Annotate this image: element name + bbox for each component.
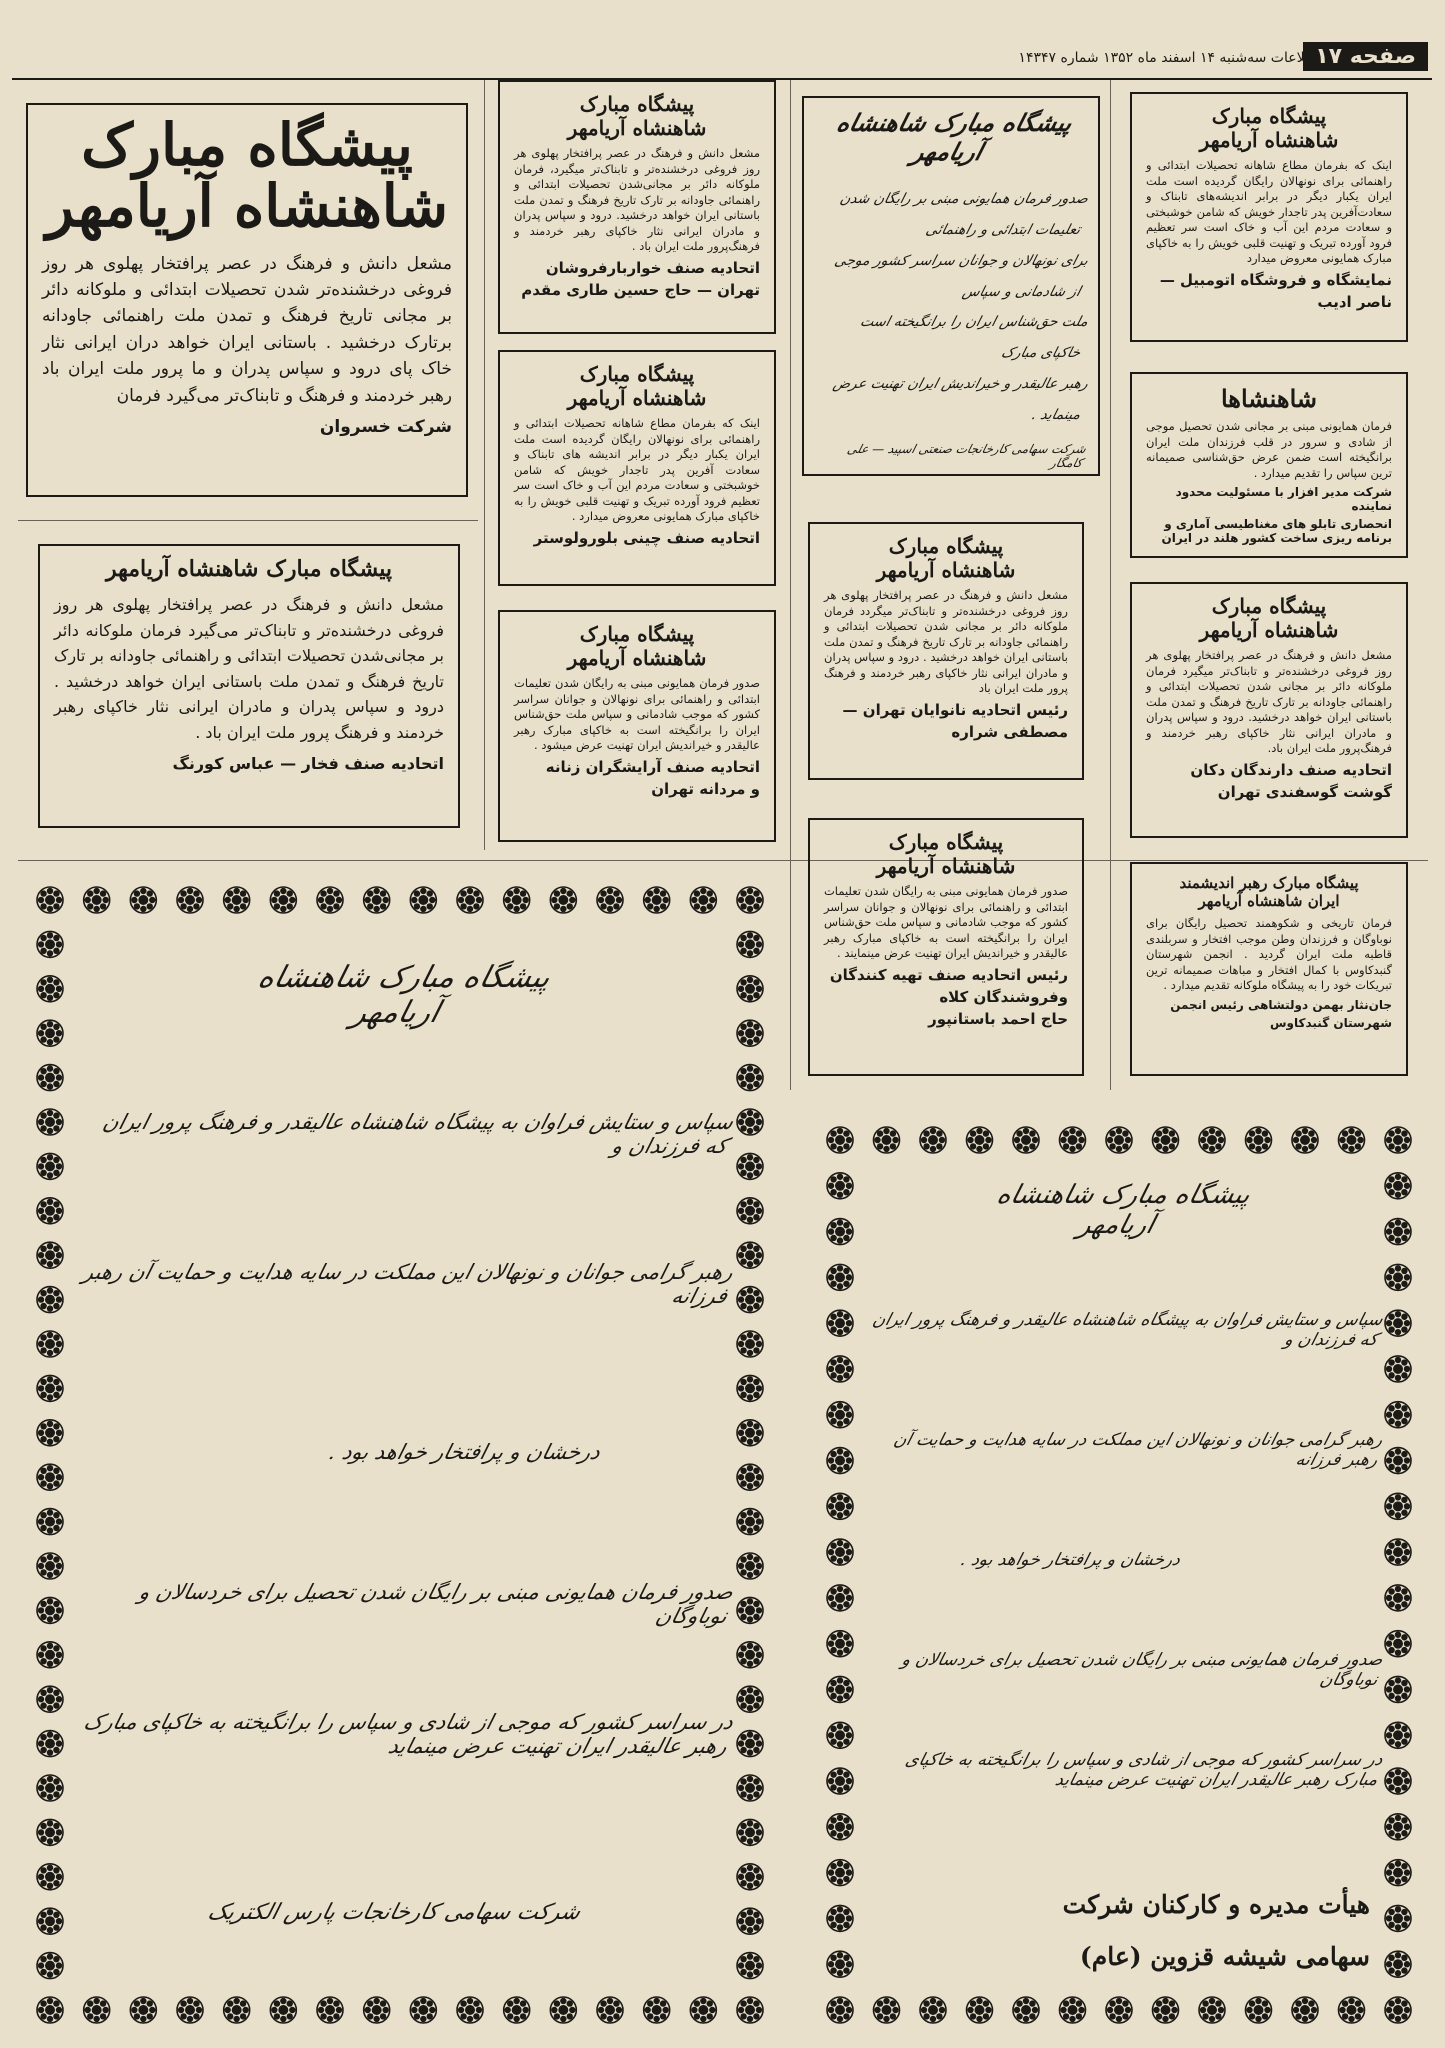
panel-line: سپاس و ستایش فراوان به پیشگاه شاهنشاه عالیقدر و فرهنگ پرور ایران که فرزندان و <box>870 1310 1385 1350</box>
flower-ornament-icon <box>827 1402 853 1428</box>
flower-ornament-icon <box>37 1908 63 1934</box>
ad-signature-2: انحصاری تابلو های مغناطیسی آماری و برنامه ریزی ساخت کشور هلند در ایران <box>1161 517 1392 546</box>
flower-ornament-icon <box>737 1153 763 1179</box>
flower-ornament-icon <box>224 887 250 913</box>
issue-info: اطلاعات سه‌شنبه ۱۴ اسفند ماه ۱۳۵۲ شماره ۱۴۳۴۷ <box>1018 50 1320 66</box>
ad-signature-2: تهران — حاج حسین طاری مقدم <box>521 280 760 299</box>
ad-kolah <box>808 818 1084 1076</box>
ad-arayeshgaran <box>498 610 776 842</box>
flower-ornament-icon <box>37 1065 63 1091</box>
flower-ornament-icon <box>410 1997 436 2023</box>
flower-ornament-icon <box>37 1287 63 1313</box>
flower-ornament-icon <box>1385 1173 1411 1199</box>
ad-title: پیشگاه مبارک رهبر اندیشمند <box>1179 874 1359 892</box>
ad-automobile <box>1130 92 1408 342</box>
ad-body: فرمان همایونی مبنی بر مجانی شدن تحصیل موجی از شادی و سرور در قلب فرزندان ملت ایران برانگیخته است ضمن عرض حق‌شناسی صمیمانه ترین سپاس را تقدیم میدارد . <box>1146 419 1392 480</box>
panel-line: صدور فرمان همایونی مبنی بر رایگان شدن تحصیل برای خردسالان و نوباوگان <box>899 1650 1385 1690</box>
ad-body: مشعل دانش و فرهنگ در عصر پرافتخار پهلوی هر روز فروغی درخشنده‌تر و تابناک‌تر می‌گیرد فرمان ملوکانه دائر بر مجانی‌شدن تحصیلات ابتدائی و راهنمائی جاودانه بر تارک تاریخ فرهنگ و تمدن ملت باستانی ایران خواهد درخشید . درود و سپاس پدران و مادران ایرانی نثار خاکپای رهبر خردمند و فرهنگ پرور ملت ایران باد . <box>54 595 444 742</box>
flower-ornament-icon <box>37 1642 63 1668</box>
flower-ornament-icon <box>224 1997 250 2023</box>
ad-signature: رئیس اتحادیه نانوایان تهران — <box>842 700 1068 719</box>
ad-body: مشعل دانش و فرهنگ در عصر پرافتخار پهلوی هر روز فروغی درخشنده‌تر و تابناک‌تر میگیرد فرمان ملوکانه دائر بر مجانی شدن تحصیلات ابتدائی و راهنمائی جاودانه بر تارک تاریخ فرهنگ و تمدن ملت باستانی ایران خواهد درخشید. درود و سپاس پدران و مادران ایرانی نثار خاکپای رهبر خردمند و فرهنگ‌پرور ملت ایران باد. <box>1146 648 1392 756</box>
flower-ornament-icon <box>1385 1631 1411 1657</box>
flower-ornament-icon <box>874 1127 900 1153</box>
row-divider <box>18 860 1428 861</box>
flower-ornament-icon <box>737 1597 763 1623</box>
row-divider <box>18 520 478 521</box>
flower-ornament-icon <box>827 1860 853 1886</box>
flower-ornament-icon <box>130 887 156 913</box>
flower-ornament-icon <box>270 1997 296 2023</box>
flower-ornament-icon <box>1385 1310 1411 1336</box>
ad-line: برای نونهالان و جوانان سراسر کشور موجی از شادمانی و سپاس <box>832 252 1090 300</box>
flower-ornament-icon <box>1106 1127 1132 1153</box>
flower-ornament-icon <box>920 1997 946 2023</box>
flower-ornament-icon <box>1385 1219 1411 1245</box>
panel-line: درخشان و پرافتخار خواهد بود . <box>326 1440 603 1464</box>
flower-ornament-icon <box>737 1731 763 1757</box>
ad-body: مشعل دانش و فرهنگ در عصر پرافتخار پهلوی هر روز فروغی درخشنده‌تر شدن تحصیلات ابتدائی و ملوکانه دائر بر مجانی تاریخ فرهنگ و تمدن ملت راهنمائی جاودانه برتارک درخشید . باستانی ایران خواهد دران ایرانی نثار خاک پای درود و سپاس پدران و ما پرور ملت ایران باد رهبر خردمند و فرهنگ و تابناک‌تر می‌گیرد فرمان <box>42 253 452 406</box>
ad-gonbad-kavus <box>1130 862 1408 1076</box>
ad-chini-bolur <box>498 350 776 586</box>
flower-ornament-icon <box>827 1539 853 1565</box>
flower-ornament-icon <box>84 1997 110 2023</box>
panel-signature: شرکت سهامی کارخانجات پارس الکتریک <box>205 1900 584 1925</box>
flower-ornament-icon <box>1385 1951 1411 1977</box>
flower-ornament-icon <box>737 1775 763 1801</box>
flower-ornament-icon <box>1013 1997 1039 2023</box>
flower-ornament-icon <box>827 1768 853 1794</box>
flower-ornament-icon <box>84 887 110 913</box>
ad-signature-2: ناصر ادیب <box>1317 292 1392 311</box>
flower-ornament-icon <box>364 1997 390 2023</box>
flower-ornament-icon <box>37 1375 63 1401</box>
flower-ornament-icon <box>737 1819 763 1845</box>
flower-ornament-icon <box>1385 1127 1411 1153</box>
flower-ornament-icon <box>1385 1448 1411 1474</box>
flower-ornament-icon <box>1385 1814 1411 1840</box>
ad-signature: نمایشگاه و فروشگاه اتومبیل — <box>1159 270 1392 289</box>
panel-line: رهبر گرامی جوانان و نونهالان این مملکت در سایه هدایت و حمایت آن رهبر فرزانه <box>80 1260 736 1308</box>
flower-ornament-icon <box>1060 1127 1086 1153</box>
flower-ornament-icon <box>1385 1997 1411 2023</box>
ad-khosravan <box>26 103 468 497</box>
flower-ornament-icon <box>550 1997 576 2023</box>
flower-ornament-icon <box>37 1020 63 1046</box>
flower-ornament-icon <box>270 887 296 913</box>
flower-ornament-icon <box>737 1509 763 1535</box>
ad-line: ملت حق‌شناس ایران را برانگیخته است خاکپای مبارک <box>858 314 1090 361</box>
ad-title-2: شاهنشاه آریامهر <box>1199 128 1339 152</box>
flower-ornament-icon <box>37 1686 63 1712</box>
ad-signature: شرکت مدیر افزار با مسئولیت محدود نماینده <box>1175 485 1392 514</box>
column-divider <box>484 80 485 850</box>
flower-ornament-icon <box>1339 1127 1365 1153</box>
flower-ornament-icon <box>737 1686 763 1712</box>
panel-line: سپاس و ستایش فراوان به پیشگاه شاهنشاه عالیقدر و فرهنگ پرور ایران که فرزندان و <box>100 1110 736 1158</box>
flower-ornament-icon <box>737 1553 763 1579</box>
ad-signature: اتحادیه صنف چینی بلورولوستر <box>533 528 760 547</box>
ad-signature: شرکت سهامی کارخانجات صنعتی اسپید — علی کامگار <box>845 442 1088 471</box>
flower-ornament-icon <box>1246 1997 1272 2023</box>
flower-ornament-icon <box>1385 1402 1411 1428</box>
flower-ornament-icon <box>827 1951 853 1977</box>
ad-title-2: شاهنشاه آریامهر <box>45 171 449 240</box>
flower-ornament-icon <box>827 1676 853 1702</box>
flower-ornament-icon <box>827 1722 853 1748</box>
flower-ornament-icon <box>1153 1997 1179 2023</box>
ad-title-2: شاهنشاه آریامهر <box>567 116 707 140</box>
panel-line: درخشان و پرافتخار خواهد بود . <box>958 1550 1183 1570</box>
ad-signature: جان‌نثار بهمن دولتشاهی رئیس انجمن <box>1170 997 1392 1012</box>
ad-title-2: شاهنشاه آریامهر <box>876 854 1016 878</box>
flower-ornament-icon <box>364 887 390 913</box>
flower-ornament-icon <box>827 1585 853 1611</box>
ad-shisheh-qazvin <box>810 1110 1428 2040</box>
flower-ornament-icon <box>737 1908 763 1934</box>
ad-body: مشعل دانش و فرهنگ در عصر پرافتخار پهلوی هر روز فروغی درخشنده‌تر و تابناک‌تر میگردد فرمان ملوکانه دائر بر مجانی شدن تحصیلات ابتدائی و راهنمائی جاودانه بر تارک تاریخ فرهنگ و تمدن ملت باستانی ایران خواهد درخشید . درود و سپاس پدران و مادران ایرانی نثار خاکپای رهبر خردمند و فرهنگ پرور ملت ایران باد <box>824 588 1068 696</box>
ad-signature: اتحادیه صنف فخار — عباس کورنگ <box>172 753 444 773</box>
panel-line: در سراسر کشور که موجی از شادی و سپاس را برانگیخته به خاکپای مبارک رهبر عالیقدر ایران تهنیت عرض مینماید <box>81 1710 736 1758</box>
flower-ornament-icon <box>874 1997 900 2023</box>
flower-ornament-icon <box>737 1198 763 1224</box>
ad-title: شاهنشاها <box>1220 384 1317 413</box>
flower-ornament-icon <box>827 1310 853 1336</box>
flower-ornament-icon <box>37 976 63 1002</box>
panel-line: صدور فرمان همایونی مبنی بر رایگان شدن تحصیل برای خردسالان و نوباوگان <box>136 1580 736 1628</box>
ad-body: فرمان تاریخی و شکوهمند تحصیل رایگان برای نوباوگان و فرزندان وطن موجب افتخار و سربلندی قاطبه ملت ایران گردید . انجمن شهرستان گنبدکاوس با کمال افتخار و مباهات صمیمانه ترین تبریکات خود را به پیشگاه ملوکانه تقدیم میدارد . <box>1146 916 1392 993</box>
ad-signature-2: و مردانه تهران <box>651 779 760 798</box>
flower-ornament-icon <box>317 887 343 913</box>
flower-ornament-icon <box>37 1242 63 1268</box>
ad-body: اینک که بفرمان مطاع شاهانه تحصیلات ابتدائی و راهنمائی برای نونهالان رایگان گردیده است ملت ایران یکبار دیگر در برابر اندیشه های تابناک و سعادت آفرین پدر تاجدار خویش که شامن خوشبختی و سعادت مردم این آب و خاک است سر تعظیم فرود آورده تبریک و تهنیت قلبی خویش را به خاکپای مبارک همایونی معروض میدارد . <box>514 416 760 524</box>
column-divider <box>1110 80 1111 1090</box>
flower-ornament-icon <box>37 1819 63 1845</box>
flower-ornament-icon <box>37 1597 63 1623</box>
flower-ornament-icon <box>130 1997 156 2023</box>
flower-ornament-icon <box>827 1905 853 1931</box>
flower-ornament-icon <box>1385 1493 1411 1519</box>
flower-ornament-icon <box>737 1997 763 2023</box>
flower-ornament-icon <box>737 1020 763 1046</box>
panel-signature-2: سهامی شیشه قزوین (عام) <box>1079 1942 1370 1971</box>
flower-ornament-icon <box>1385 1585 1411 1611</box>
ad-signature: اتحادیه صنف خواربارفروشان <box>545 258 760 277</box>
flower-ornament-icon <box>690 887 716 913</box>
flower-ornament-icon <box>37 1420 63 1446</box>
flower-ornament-icon <box>737 1953 763 1979</box>
flower-ornament-icon <box>827 1264 853 1290</box>
flower-ornament-icon <box>1013 1127 1039 1153</box>
flower-ornament-icon <box>37 1553 63 1579</box>
ad-title: پیشگاه مبارک شاهنشاه آریامهر <box>833 108 1076 166</box>
flower-ornament-icon <box>967 1127 993 1153</box>
ad-title: پیشگاه مبارک <box>579 622 695 646</box>
flower-ornament-icon <box>37 1153 63 1179</box>
ad-pars-electric <box>20 870 780 2040</box>
flower-ornament-icon <box>737 887 763 913</box>
ad-title: پیشگاه مبارک <box>579 92 695 116</box>
flower-ornament-icon <box>37 1953 63 1979</box>
ad-title: پیشگاه مبارک <box>1211 104 1327 128</box>
flower-ornament-icon <box>737 1109 763 1135</box>
ad-title: پیشگاه مبارک <box>888 830 1004 854</box>
flower-ornament-icon <box>690 1997 716 2023</box>
flower-ornament-icon <box>457 887 483 913</box>
flower-ornament-icon <box>827 1356 853 1382</box>
ad-signature-2: مصطفی شراره <box>951 722 1068 741</box>
flower-ornament-icon <box>37 1109 63 1135</box>
flower-ornament-icon <box>37 1997 63 2023</box>
ad-modir-afzar <box>1130 372 1408 558</box>
flower-ornament-icon <box>827 1493 853 1519</box>
flower-ornament-icon <box>1385 1356 1411 1382</box>
flower-ornament-icon <box>504 887 530 913</box>
flower-ornament-icon <box>1246 1127 1272 1153</box>
flower-ornament-icon <box>920 1127 946 1153</box>
flower-ornament-icon <box>1385 1539 1411 1565</box>
panel-heading: پیشگاه مبارک شاهنشاه آریامهر <box>254 960 555 1030</box>
flower-ornament-icon <box>1385 1905 1411 1931</box>
column-divider <box>790 80 791 1090</box>
flower-ornament-icon <box>737 1065 763 1091</box>
flower-ornament-icon <box>37 931 63 957</box>
ad-title-2: شاهنشاه آریامهر <box>567 386 707 410</box>
flower-ornament-icon <box>737 976 763 1002</box>
flower-ornament-icon <box>1339 1997 1365 2023</box>
flower-ornament-icon <box>37 1464 63 1490</box>
flower-ornament-icon <box>827 1127 853 1153</box>
flower-ornament-icon <box>827 1631 853 1657</box>
flower-ornament-icon <box>37 1198 63 1224</box>
flower-ornament-icon <box>550 887 576 913</box>
flower-ornament-icon <box>1199 1127 1225 1153</box>
flower-ornament-icon <box>1385 1860 1411 1886</box>
flower-ornament-icon <box>827 1814 853 1840</box>
ad-line: صدور فرمان همایونی مبنی بر رایگان شدن تعلیمات ابتدائی و راهنمائی <box>838 191 1090 238</box>
flower-ornament-icon <box>1060 1997 1086 2023</box>
ad-goosht <box>1130 582 1408 838</box>
flower-ornament-icon <box>827 1997 853 2023</box>
flower-ornament-icon <box>37 1731 63 1757</box>
flower-ornament-icon <box>737 1375 763 1401</box>
flower-ornament-icon <box>827 1219 853 1245</box>
flower-ornament-icon <box>1153 1127 1179 1153</box>
flower-ornament-icon <box>37 1331 63 1357</box>
flower-ornament-icon <box>737 1287 763 1313</box>
ad-signature: اتحادیه صنف دارندگان دکان <box>1190 760 1392 779</box>
flower-ornament-icon <box>967 1997 993 2023</box>
flower-ornament-icon <box>1385 1676 1411 1702</box>
flower-ornament-icon <box>737 1242 763 1268</box>
ad-line: رهبر عالیقدر و خیراندیش ایران تهنیت عرض مینماید . <box>831 375 1090 423</box>
flower-ornament-icon <box>177 887 203 913</box>
ad-body: مشعل دانش و فرهنگ در عصر پرافتخار پهلوی هر روز فروغی درخشنده‌تر و تابناک‌تر میگیرد، فرمان ملوکانه دائر بر مجانی‌شدن تحصیلات ابتدائی و راهنمائی جاودانه بر تارک تاریخ فرهنگ و تمدن ملت باستانی ایران خواهد درخشید. درود و سپاس پدران و مادران ایرانی نثار خاکپای رهبر خردمند و فرهنگ‌پرور ملت ایران باد . <box>514 146 760 254</box>
flower-ornament-icon <box>457 1997 483 2023</box>
flower-ornament-icon <box>37 1509 63 1535</box>
flower-ornament-icon <box>597 1997 623 2023</box>
flower-ornament-icon <box>1385 1722 1411 1748</box>
flower-ornament-icon <box>37 1864 63 1890</box>
ad-sepid <box>802 96 1100 476</box>
ad-title-2: شاهنشاه آریامهر <box>1199 618 1339 642</box>
ad-body: صدور فرمان همایونی مبنی به رایگان شدن تعلیمات ابتدائی و راهنمائی برای نونهالان و جوانان سراسر کشور که موجب شادمانی و سپاس ملت حق‌شناس ایران را برانگیخته است به خاکپای مبارک رهبر عالیقدر و خیراندیش ایران تهنیت عرض مینمایند . <box>823 884 1068 961</box>
flower-ornament-icon <box>737 1464 763 1490</box>
flower-ornament-icon <box>737 1420 763 1446</box>
ad-fakhar <box>38 544 460 828</box>
flower-ornament-icon <box>37 887 63 913</box>
ad-signature: رئیس اتحادیه صنف تهیه کنندگان <box>829 965 1068 984</box>
flower-ornament-icon <box>737 1642 763 1668</box>
flower-ornament-icon <box>1385 1768 1411 1794</box>
ad-body: صدور فرمان همایونی مبنی به رایگان شدن تعلیمات ابتدائی و راهنمائی برای نونهالان و جوانان سراسر کشور که موجب شادمانی و سپاس ملت حق‌شناس ایران را برانگیخته است به خاکپای مبارک رهبر عالیقدر و خیراندیش ایران تهنیت عرض میشود . <box>514 676 760 753</box>
flower-ornament-icon <box>737 931 763 957</box>
ad-body: اینک که بفرمان مطاع شاهانه تحصیلات ابتدائی و راهنمائی برای نونهالان رایگان گردیده است ملت ایران یکبار دیگر در برابر اندیشه‌های تابناک و سعادت‌آفرین پدر تاجدار خویش که شامن خوشبختی و سعادت مردم این آب و خاک است سر تعظیم فرود آورده تبریک و تهنیت قلبی خویش را به خاکپای مبارک همایونی معروض میدارد <box>1146 158 1392 266</box>
flower-ornament-icon <box>1106 1997 1132 2023</box>
page-header <box>12 40 1432 80</box>
ad-signature-3: حاج احمد باستانپور <box>928 1009 1068 1028</box>
ad-title: پیشگاه مبارک شاهنشاه آریامهر <box>105 556 393 582</box>
flower-ornament-icon <box>644 887 670 913</box>
ad-title: پیشگاه مبارک <box>81 111 413 179</box>
panel-heading: پیشگاه مبارک شاهنشاه آریامهر <box>993 1180 1254 1240</box>
ad-signature: شرکت خسروان <box>319 416 452 437</box>
flower-ornament-icon <box>827 1448 853 1474</box>
ad-title: پیشگاه مبارک <box>888 534 1004 558</box>
flower-ornament-icon <box>737 1331 763 1357</box>
flower-ornament-icon <box>410 887 436 913</box>
panel-line: در سراسر کشور که موجی از شادی و سپاس را برانگیخته به خاکپای مبارک رهبر عالیقدر ایران تهنیت عرض مینماید <box>903 1750 1385 1790</box>
flower-ornament-icon <box>1292 1127 1318 1153</box>
ad-title: پیشگاه مبارک <box>579 362 695 386</box>
ad-signature-2: شهرستان گنبدکاوس <box>1269 1015 1392 1030</box>
ad-title-2: شاهنشاه آریامهر <box>567 646 707 670</box>
ad-nanvayan <box>808 522 1084 780</box>
flower-ornament-icon <box>37 1775 63 1801</box>
ad-title-2: شاهنشاه آریامهر <box>876 558 1016 582</box>
ad-signature: اتحادیه صنف آرایشگران زنانه <box>545 757 760 776</box>
ad-signature-2: وفروشندگان کلاه <box>939 987 1068 1006</box>
flower-ornament-icon <box>644 1997 670 2023</box>
flower-ornament-icon <box>317 1997 343 2023</box>
page-number-label: صفحه ۱۷ <box>1303 42 1428 71</box>
flower-ornament-icon <box>1292 1997 1318 2023</box>
ad-title-2: ایران شاهنشاه آریامهر <box>1198 892 1340 910</box>
panel-signature: هیأت مدیره و کارکنان شرکت <box>1062 1890 1370 1919</box>
flower-ornament-icon <box>827 1173 853 1199</box>
flower-ornament-icon <box>1199 1997 1225 2023</box>
ad-signature-2: گوشت گوسفندی تهران <box>1217 782 1392 801</box>
flower-ornament-icon <box>597 887 623 913</box>
flower-ornament-icon <box>737 1864 763 1890</box>
flower-ornament-icon <box>1385 1264 1411 1290</box>
ad-khavarbar <box>498 80 776 334</box>
flower-ornament-icon <box>177 1997 203 2023</box>
panel-line: رهبر گرامی جوانان و نونهالان این مملکت در سایه هدایت و حمایت آن رهبر فرزانه <box>891 1430 1385 1470</box>
ad-title: پیشگاه مبارک <box>1211 594 1327 618</box>
flower-ornament-icon <box>504 1997 530 2023</box>
